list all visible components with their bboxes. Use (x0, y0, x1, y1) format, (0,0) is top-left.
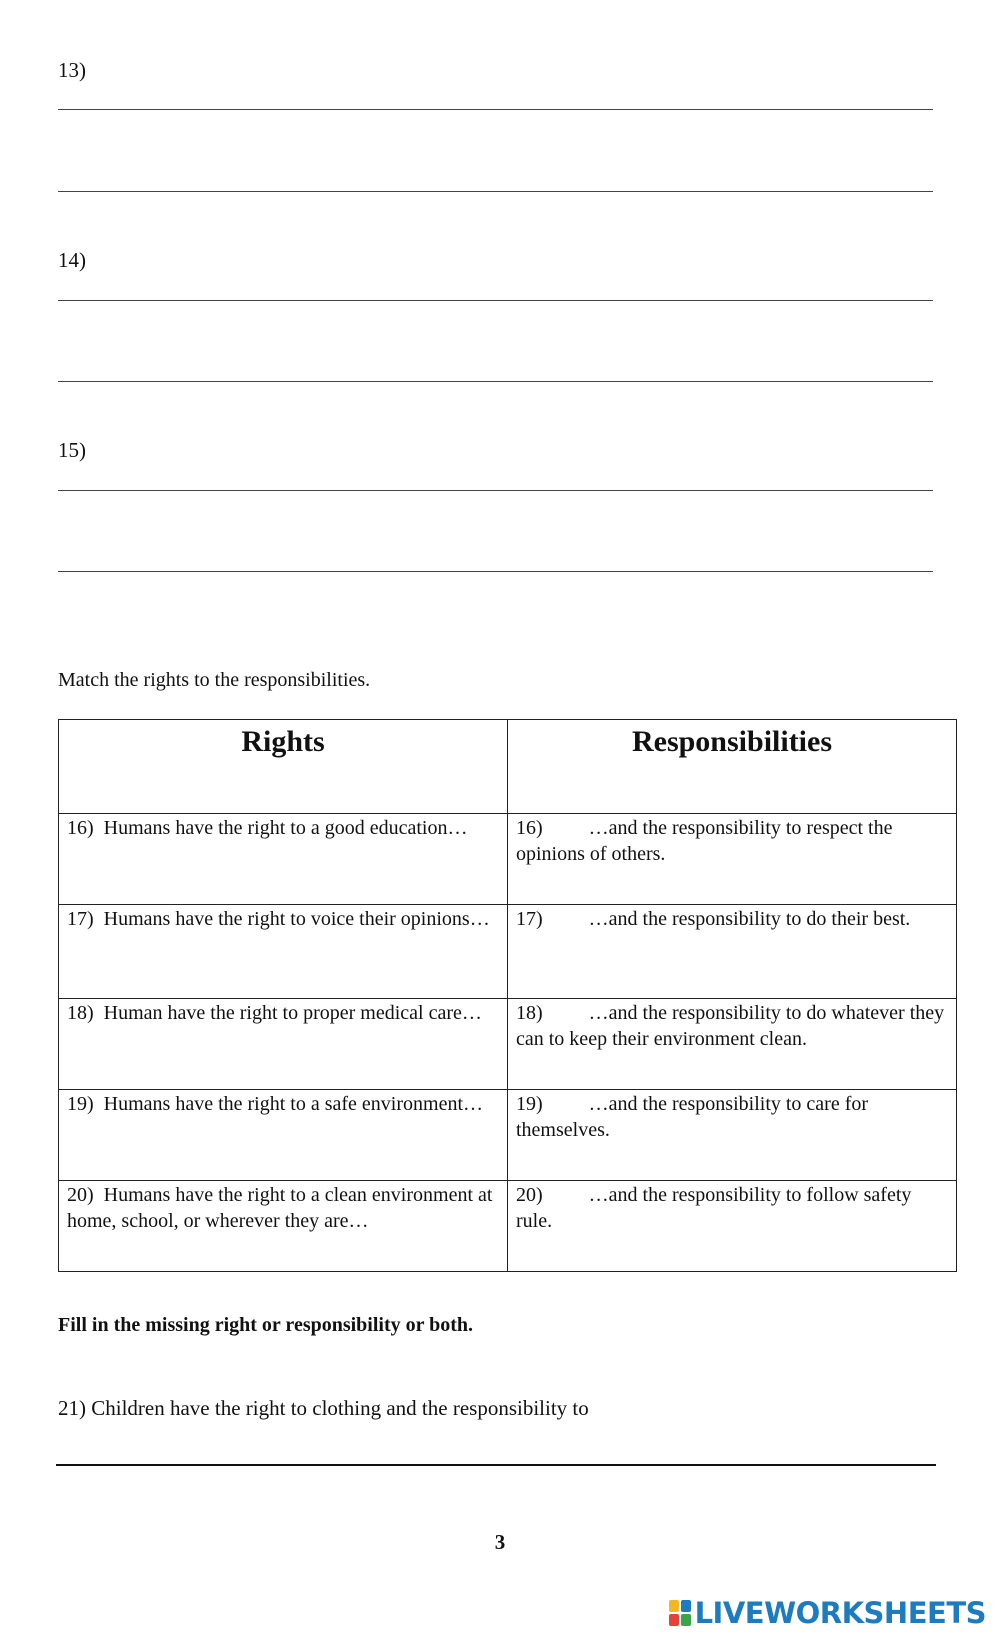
responsibility-cell[interactable] (508, 814, 957, 905)
right-cell[interactable] (59, 814, 508, 905)
answer-line-14b[interactable] (58, 381, 933, 382)
right-number: 20) (67, 1184, 94, 1206)
rights-header: Rights (59, 720, 508, 814)
question-14-number: 14) (58, 248, 86, 272)
right-number: 18) (67, 1002, 94, 1024)
responsibility-cell[interactable] (508, 905, 957, 999)
responsibility-text: …and the responsibility to care for themselves. (516, 1093, 869, 1141)
match-instruction: Match the rights to the responsibilities. (58, 669, 371, 691)
right-cell[interactable] (59, 1090, 508, 1181)
liveworksheets-logo (669, 1596, 986, 1630)
question-15-number: 15) (58, 438, 86, 462)
responsibility-text: …and the responsibility to do whatever they can to keep their environment clean. (516, 1002, 945, 1050)
answer-line-13b[interactable] (58, 191, 933, 192)
responsibility-number: 19) (516, 1093, 543, 1115)
fill-instruction: Fill in the missing right or responsibility or both. (58, 1314, 474, 1336)
right-text: Humans have the right to a clean environment at home, school, or wherever they are… (67, 1184, 493, 1232)
page-number: 3 (494, 1530, 506, 1554)
right-text: Human have the right to proper medical care… (103, 1002, 482, 1024)
responsibility-text: …and the responsibility to do their best. (588, 908, 911, 930)
answer-line-21[interactable] (56, 1464, 936, 1466)
right-number: 19) (67, 1093, 94, 1115)
responsibility-number: 18) (516, 1002, 543, 1024)
responsibilities-header: Responsibilities (508, 720, 957, 814)
right-cell[interactable] (59, 905, 508, 999)
answer-line-14a[interactable] (58, 300, 933, 301)
question-13-number: 13) (58, 58, 86, 82)
right-text: Humans have the right to voice their opinions… (103, 908, 490, 930)
responsibility-cell[interactable] (508, 1181, 957, 1272)
table-header-row (59, 720, 957, 814)
liveworksheets-logo-text: LIVEWORKSHEETS (694, 1596, 986, 1630)
table-row (59, 1181, 957, 1272)
table-row (59, 814, 957, 905)
answer-line-13a[interactable] (58, 109, 933, 110)
responsibility-number: 20) (516, 1184, 543, 1206)
right-number: 17) (67, 908, 94, 930)
right-number: 16) (67, 817, 94, 839)
rights-responsibilities-table (58, 719, 957, 1272)
table-row (59, 905, 957, 999)
responsibility-text: …and the responsibility to respect the opinions of others. (516, 817, 893, 865)
answer-line-15a[interactable] (58, 490, 933, 491)
responsibility-cell[interactable] (508, 1090, 957, 1181)
liveworksheets-logo-icon (669, 1600, 691, 1626)
question-21-text: 21) Children have the right to clothing and the responsibility to (58, 1396, 589, 1420)
table-row (59, 999, 957, 1090)
responsibility-cell[interactable] (508, 999, 957, 1090)
table-row (59, 1090, 957, 1181)
right-text: Humans have the right to a safe environment… (103, 1093, 484, 1115)
answer-line-15b[interactable] (58, 571, 933, 572)
responsibility-text: …and the responsibility to follow safety rule. (516, 1184, 912, 1232)
responsibility-number: 16) (516, 817, 543, 839)
right-cell[interactable] (59, 1181, 508, 1272)
right-cell[interactable] (59, 999, 508, 1090)
right-text: Humans have the right to a good education… (103, 817, 468, 839)
responsibility-number: 17) (516, 908, 543, 930)
